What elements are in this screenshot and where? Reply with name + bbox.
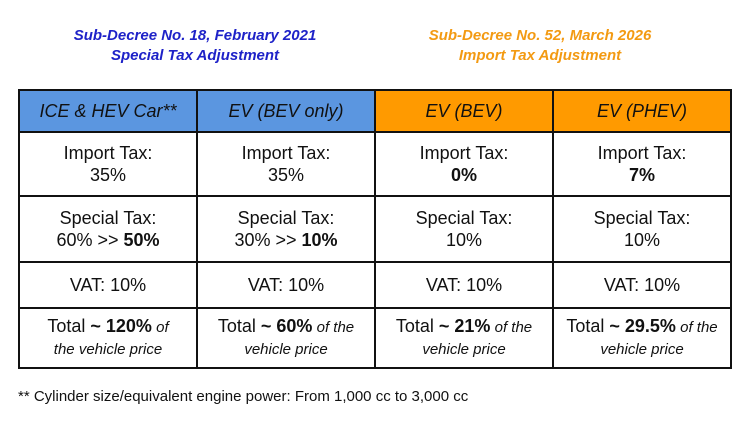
import-tax-value: 0% xyxy=(450,165,477,185)
import-tax-label: Import Tax: xyxy=(597,143,687,163)
special-tax-rate: 10% xyxy=(623,230,661,250)
total-prefix: Total xyxy=(395,316,434,336)
decree-2021-heading xyxy=(35,26,355,66)
special-tax-old-rate: 30% >> xyxy=(234,230,302,250)
decree-2026-subtitle: Import Tax Adjustment xyxy=(458,47,622,64)
column-header-ev-bev: EV (BEV) xyxy=(375,90,553,132)
import-tax-label: Import Tax: xyxy=(419,143,509,163)
footnote: ** Cylinder size/equivalent engine power: From 1,000 cc to 3,000 cc xyxy=(18,388,469,405)
decree-2021-title: Sub-Decree No. 18, February 2021 xyxy=(73,27,317,44)
total-cell xyxy=(375,308,553,368)
import-tax-cell xyxy=(375,132,553,196)
total-prefix: Total xyxy=(47,316,86,336)
special-tax-label: Special Tax: xyxy=(415,208,513,228)
total-suffix: of the xyxy=(312,319,355,336)
decree-2026-heading xyxy=(380,26,700,66)
special-tax-row xyxy=(19,196,731,262)
import-tax-row xyxy=(19,132,731,196)
column-header-ev-bev-only: EV (BEV only) xyxy=(197,90,375,132)
import-tax-value: 35% xyxy=(267,165,305,185)
total-suffix: of the xyxy=(675,319,718,336)
total-caption: vehicle price xyxy=(600,341,684,358)
import-tax-value: 35% xyxy=(89,165,127,185)
special-tax-cell xyxy=(375,196,553,262)
import-tax-label: Import Tax: xyxy=(63,143,153,163)
total-cell xyxy=(553,308,731,368)
import-tax-label: Import Tax: xyxy=(241,143,331,163)
total-prefix: Total xyxy=(566,316,605,336)
vat-cell: VAT: 10% xyxy=(375,262,553,308)
total-value: ~ 60% xyxy=(255,316,313,336)
total-value: ~ 29.5% xyxy=(604,316,676,336)
total-cell xyxy=(19,308,197,368)
column-header-ev-phev: EV (PHEV) xyxy=(553,90,731,132)
total-cell xyxy=(197,308,375,368)
table-header-row xyxy=(19,90,731,132)
special-tax-rate: 10% xyxy=(445,230,483,250)
tax-comparison-table xyxy=(18,89,732,369)
special-tax-old-rate: 60% >> xyxy=(56,230,124,250)
vat-cell: VAT: 10% xyxy=(553,262,731,308)
total-caption: vehicle price xyxy=(422,341,506,358)
decree-2026-title: Sub-Decree No. 52, March 2026 xyxy=(428,27,652,44)
decree-2021-subtitle: Special Tax Adjustment xyxy=(110,47,280,64)
special-tax-new-rate: 50% xyxy=(123,230,160,250)
special-tax-new-rate: 10% xyxy=(301,230,338,250)
import-tax-cell xyxy=(197,132,375,196)
total-suffix: of the xyxy=(490,319,533,336)
special-tax-cell xyxy=(19,196,197,262)
special-tax-cell xyxy=(197,196,375,262)
import-tax-cell xyxy=(553,132,731,196)
special-tax-label: Special Tax: xyxy=(593,208,691,228)
special-tax-cell xyxy=(553,196,731,262)
total-prefix: Total xyxy=(217,316,256,336)
vat-row xyxy=(19,262,731,308)
total-caption: vehicle price xyxy=(244,341,328,358)
import-tax-value: 7% xyxy=(628,165,655,185)
import-tax-cell xyxy=(19,132,197,196)
total-value: ~ 120% xyxy=(85,316,152,336)
special-tax-label: Special Tax: xyxy=(237,208,335,228)
total-row xyxy=(19,308,731,368)
total-suffix: of xyxy=(151,319,169,336)
column-header-ice-hev: ICE & HEV Car** xyxy=(19,90,197,132)
vat-cell: VAT: 10% xyxy=(197,262,375,308)
total-value: ~ 21% xyxy=(433,316,491,336)
special-tax-label: Special Tax: xyxy=(59,208,157,228)
vat-cell: VAT: 10% xyxy=(19,262,197,308)
total-caption: the vehicle price xyxy=(53,341,163,358)
